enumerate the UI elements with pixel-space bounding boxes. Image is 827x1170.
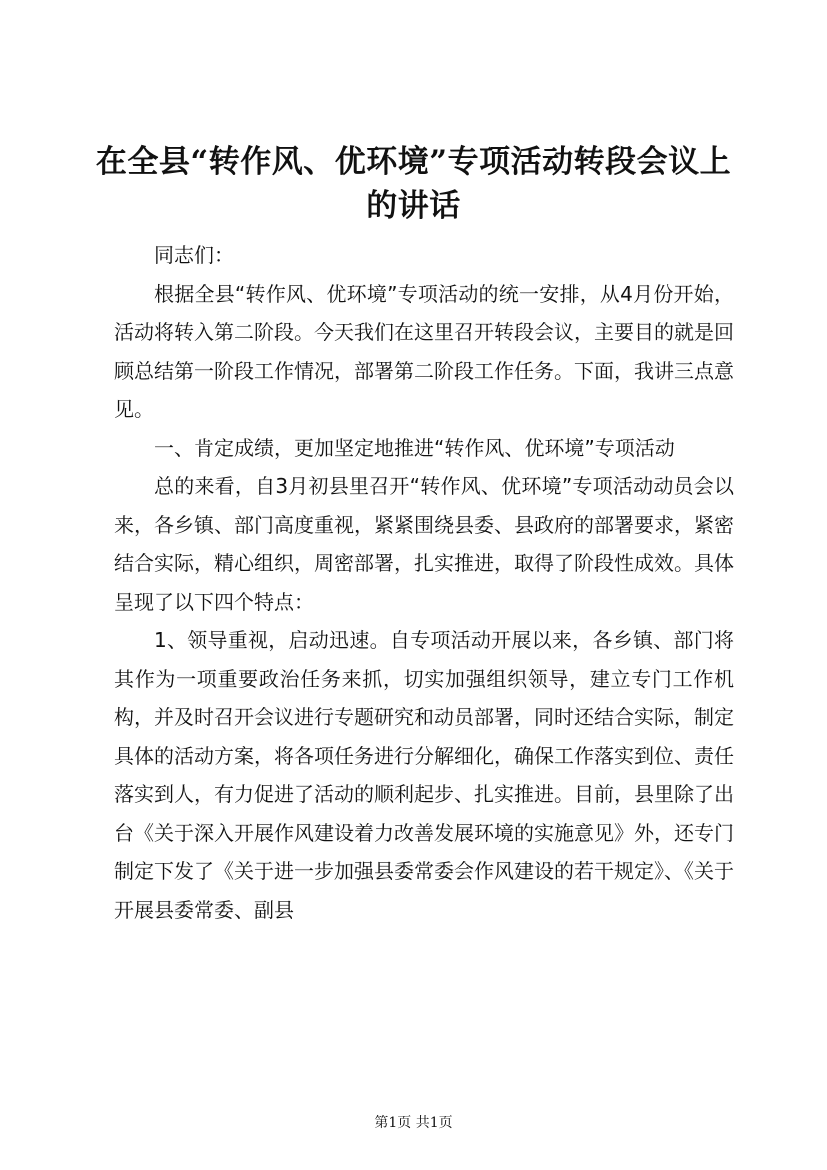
paragraph-intro: 根据全县“转作风、优环境”专项活动的统一安排，从4月份开始，活动将转入第二阶段。今天我们在这里召开转段会议，主要目的就是回顾总结第一阶段工作情况，部署第二阶段工作任务。下面，我讲三点意见。 bbox=[114, 281, 734, 421]
salutation: 同志们： bbox=[154, 243, 234, 267]
document-title: 在全县“转作风、优环境”专项活动转段会议上的讲话 bbox=[95, 144, 732, 224]
paragraph-point-1: 1、领导重视，启动迅速。自专项活动开展以来，各乡镇、部门将其作为一项重要政治任务来抓，切实加强组织领导，建立专门工作机构，并及时召开会议进行专题研究和动员部署，同时还结合实际，制定具体的活动方案，将各项任务进行分解细化，确保工作落实到位、责任落实到人，有力促进了活动的顺利起步、扎实推进。目前，县里除了出台《关于深入开展作风建设着力改善发展环境的实施意见》外，还专门制定下发了《关于进一步加强县委常委会作风建设的若干规定》、《关于开展县委常委、副县 bbox=[114, 628, 734, 922]
document-body bbox=[114, 236, 734, 929]
page-footer: 第1页 共1页 bbox=[374, 1115, 453, 1131]
section-heading: 一、肯定成绩，更加坚定地推进“转作风、优环境”专项活动 bbox=[154, 435, 675, 460]
paragraph-summary: 总的来看，自3月初县里召开“转作风、优环境”专项活动动员会以来，各乡镇、部门高度重视，紧紧围绕县委、县政府的部署要求，紧密结合实际，精心组织，周密部署，扎实推进，取得了阶段性成效。具体呈现了以下四个特点： bbox=[114, 474, 734, 614]
